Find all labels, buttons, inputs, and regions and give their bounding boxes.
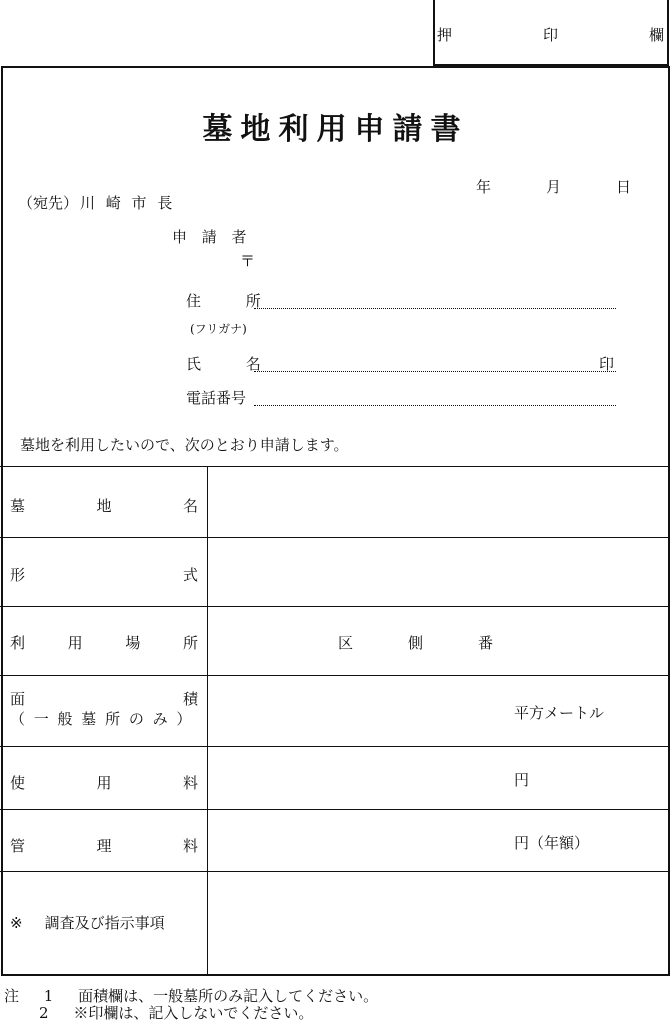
- location-side: 側: [408, 634, 424, 652]
- table-row: [0, 606, 669, 675]
- note-text: ※印欄は、記入しないでください。: [73, 1004, 314, 1022]
- row-label: 利 用 場 所: [10, 634, 198, 652]
- seal-box-label: [435, 24, 667, 44]
- management-fee-unit: 円（年額）: [514, 834, 590, 852]
- column-divider: [207, 466, 208, 976]
- address-label: 住 所: [186, 292, 281, 310]
- table-row: [0, 871, 669, 976]
- seal-char-2: 印: [543, 26, 559, 44]
- seal-char-3: 欄: [649, 26, 665, 44]
- applicant-heading: 申 請 者: [172, 228, 252, 246]
- date-month: 月: [546, 178, 562, 196]
- row-sublabel: （ 一 般 墓 所 の み ）: [10, 710, 194, 728]
- phone-field[interactable]: [254, 405, 616, 406]
- note-text: 面積欄は、一般墓所のみ記入してください。: [78, 987, 379, 1005]
- name-field[interactable]: [254, 371, 616, 372]
- table-row: [0, 746, 669, 809]
- location-ward: 区: [338, 634, 354, 652]
- name-label: 氏 名: [186, 355, 281, 373]
- seal-mark: 印: [599, 355, 615, 373]
- date-year: 年: [476, 178, 492, 196]
- table-row: [0, 466, 669, 537]
- date-day: 日: [616, 178, 632, 196]
- row-label: 面 積: [10, 690, 198, 708]
- seal-char-1: 押: [437, 26, 453, 44]
- seal-box: [433, 0, 669, 66]
- location-number: 番: [478, 634, 494, 652]
- note-2: [4, 1002, 313, 1023]
- table-row: [0, 537, 669, 606]
- addressee-prefix: （宛先）: [18, 194, 79, 212]
- furigana-label: (フリガナ): [190, 322, 247, 336]
- note-prefix: 注: [4, 987, 20, 1005]
- row-label: 使 用 料: [10, 774, 198, 792]
- phone-label: 電話番号: [186, 389, 247, 407]
- address-field[interactable]: [254, 308, 616, 309]
- row-label: 管 理 料: [10, 837, 198, 855]
- table-row: [0, 809, 669, 871]
- row-label: 墓 地 名: [10, 497, 198, 515]
- table-row: [0, 675, 669, 746]
- note-number: 1: [43, 987, 54, 1005]
- postal-mark: 〒: [240, 252, 256, 270]
- row-label: ※ 調査及び指示事項: [10, 914, 165, 932]
- form-title: 墓地利用申請書: [202, 112, 469, 147]
- statement: 墓地を利用したいので、次のとおり申請します。: [20, 436, 349, 454]
- area-unit: 平方メートル: [514, 704, 605, 722]
- usage-fee-unit: 円: [514, 771, 530, 789]
- addressee-name: 川 崎 市 長: [80, 194, 176, 212]
- note-number: 2: [39, 1004, 49, 1022]
- row-label: 形 式: [10, 566, 198, 584]
- addressee: [18, 192, 175, 213]
